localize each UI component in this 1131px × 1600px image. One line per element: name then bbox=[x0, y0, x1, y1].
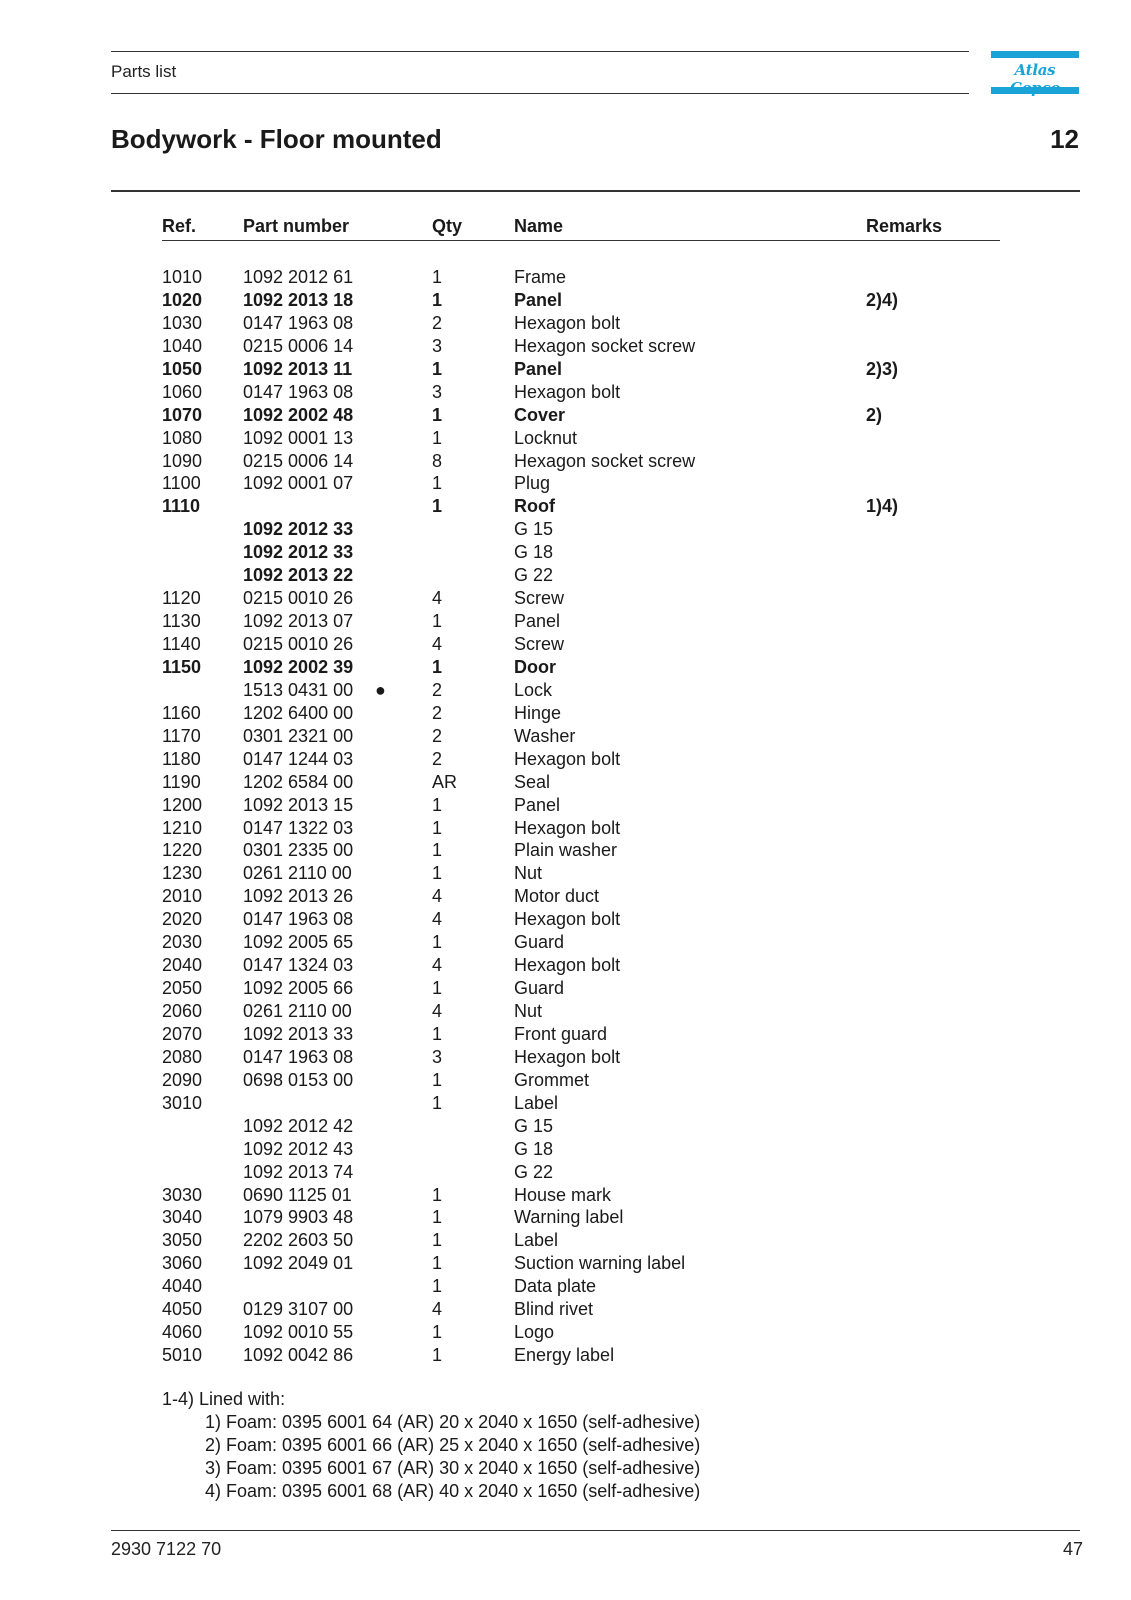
ref-cell: 1060 bbox=[162, 381, 203, 402]
name-cell: Grommet bbox=[514, 1069, 590, 1090]
name-cell: Frame bbox=[514, 267, 567, 287]
part-number-cell: 0215 0010 26 bbox=[243, 588, 354, 609]
table-row bbox=[0, 702, 1131, 725]
part-number-cell: 1092 2012 42 bbox=[243, 1115, 354, 1136]
part-number-cell: 1092 2049 01 bbox=[243, 1253, 354, 1274]
name-cell: Front guard bbox=[514, 1023, 608, 1044]
ref-cell: 1030 bbox=[162, 312, 203, 333]
ref-cell: 3010 bbox=[162, 1092, 203, 1113]
column-header-part-number: Part number bbox=[243, 216, 350, 236]
name-cell: Door bbox=[514, 656, 556, 677]
table-row bbox=[0, 1229, 1131, 1252]
part-number-cell: 0301 2335 00 bbox=[243, 840, 354, 861]
qty-cell: 4 bbox=[432, 909, 443, 930]
name-cell: Nut bbox=[514, 863, 543, 884]
table-row bbox=[0, 679, 1131, 702]
part-number-cell: 0261 2110 00 bbox=[243, 863, 352, 884]
name-cell: Panel bbox=[514, 358, 563, 379]
qty-cell: 3 bbox=[432, 381, 443, 402]
table-row bbox=[0, 656, 1131, 679]
table-row bbox=[0, 266, 1131, 289]
part-number-cell: 1092 2012 33 bbox=[243, 542, 354, 563]
name-cell: Panel bbox=[514, 289, 563, 310]
name-cell: Panel bbox=[514, 794, 561, 815]
qty-cell: 1 bbox=[432, 1023, 443, 1044]
logo-text: Atlas bbox=[1014, 61, 1056, 79]
name-cell: Screw bbox=[514, 588, 565, 609]
name-cell: Logo bbox=[514, 1322, 555, 1343]
part-number-cell: 1092 2012 61 bbox=[243, 267, 354, 287]
part-number-cell: 1092 2012 43 bbox=[243, 1138, 354, 1159]
ref-cell: 5010 bbox=[162, 1345, 203, 1366]
table-row bbox=[0, 862, 1131, 885]
name-cell: Hexagon bolt bbox=[514, 312, 621, 333]
part-number-cell: 1092 0010 55 bbox=[243, 1322, 354, 1343]
ref-cell: 3060 bbox=[162, 1253, 203, 1274]
ref-cell: 3040 bbox=[162, 1207, 203, 1228]
table-row bbox=[0, 633, 1131, 656]
part-number-cell: 0147 1963 08 bbox=[243, 1046, 354, 1067]
qty-cell: 4 bbox=[432, 886, 443, 907]
qty-cell: 1 bbox=[432, 863, 443, 884]
qty-cell: AR bbox=[432, 771, 458, 792]
table-row bbox=[0, 1344, 1131, 1367]
table-row bbox=[0, 1321, 1131, 1344]
qty-cell: 2 bbox=[432, 702, 443, 723]
document-number: 2930 7122 70 bbox=[111, 1539, 222, 1559]
part-number-cell: 1092 2013 07 bbox=[243, 611, 354, 632]
table-row bbox=[0, 931, 1131, 954]
table-row bbox=[0, 587, 1131, 610]
ref-cell: 1020 bbox=[162, 289, 203, 310]
ref-cell: 4040 bbox=[162, 1276, 203, 1297]
name-cell: Locknut bbox=[514, 427, 578, 448]
table-row bbox=[0, 1298, 1131, 1321]
qty-cell: 4 bbox=[432, 588, 443, 609]
qty-cell: 1 bbox=[432, 427, 443, 448]
name-cell: Panel bbox=[514, 611, 561, 632]
qty-cell: 4 bbox=[432, 1001, 443, 1021]
name-cell: Hinge bbox=[514, 702, 562, 723]
atlas-copco-logo bbox=[991, 51, 1079, 94]
qty-cell: 1 bbox=[432, 289, 443, 310]
table-header-rule bbox=[162, 240, 1000, 241]
name-cell: Plain washer bbox=[514, 840, 618, 861]
ref-cell: 4060 bbox=[162, 1322, 203, 1343]
name-cell: G 22 bbox=[514, 1161, 554, 1182]
name-cell: Hexagon bolt bbox=[514, 817, 621, 838]
part-number-cell: 1202 6400 00 bbox=[243, 702, 354, 723]
table-row bbox=[0, 1252, 1131, 1275]
remarks-cell: 1)4) bbox=[866, 496, 899, 517]
name-cell: Guard bbox=[514, 932, 565, 953]
part-number-cell: 1092 2013 26 bbox=[243, 886, 354, 907]
name-cell: G 18 bbox=[514, 542, 554, 563]
name-cell: Warning label bbox=[514, 1207, 624, 1228]
part-number-cell: 1092 2013 33 bbox=[243, 1023, 354, 1044]
ref-cell: 2080 bbox=[162, 1046, 203, 1067]
qty-cell: 1 bbox=[432, 817, 443, 838]
table-row bbox=[0, 817, 1131, 840]
name-cell: Plug bbox=[514, 473, 551, 494]
part-number-cell: 0215 0006 14 bbox=[243, 450, 354, 471]
qty-cell: 1 bbox=[432, 1230, 443, 1251]
column-header-ref: Ref. bbox=[162, 216, 197, 236]
name-cell: G 15 bbox=[514, 1115, 554, 1136]
name-cell: Lock bbox=[514, 679, 553, 700]
part-number-cell: 0147 1324 03 bbox=[243, 955, 354, 976]
table-row bbox=[0, 839, 1131, 862]
qty-cell: 1 bbox=[432, 840, 443, 861]
footnote-intro: 1-4) Lined with: bbox=[162, 1389, 286, 1409]
logo-top-bar bbox=[991, 51, 1079, 58]
ref-cell: 2010 bbox=[162, 886, 203, 907]
column-header-qty: Qty bbox=[432, 216, 463, 236]
remarks-cell: 2) bbox=[866, 404, 883, 425]
qty-cell: 2 bbox=[432, 748, 443, 769]
qty-cell: 8 bbox=[432, 450, 443, 471]
section-number: 12 bbox=[1050, 124, 1079, 154]
ref-cell: 4050 bbox=[162, 1299, 203, 1320]
qty-cell: 1 bbox=[432, 1322, 443, 1343]
name-cell: Hexagon bolt bbox=[514, 381, 621, 402]
part-number-cell: 1092 0001 13 bbox=[243, 427, 354, 448]
footer-rule bbox=[111, 1530, 1080, 1531]
name-cell: Label bbox=[514, 1092, 559, 1113]
column-header-name: Name bbox=[514, 216, 564, 236]
qty-cell: 1 bbox=[432, 656, 443, 677]
qty-cell: 3 bbox=[432, 1046, 443, 1067]
qty-cell: 1 bbox=[432, 496, 443, 517]
page-number: 47 bbox=[1062, 1539, 1083, 1559]
ref-cell: 3050 bbox=[162, 1230, 203, 1251]
part-number-cell: 1092 0001 07 bbox=[243, 473, 354, 494]
part-number-cell: 1513 0431 00 bbox=[243, 679, 354, 700]
table-row bbox=[0, 564, 1131, 587]
qty-cell: 1 bbox=[432, 473, 443, 494]
ref-cell: 1180 bbox=[162, 748, 201, 769]
part-number-cell: 1092 2013 74 bbox=[243, 1161, 354, 1182]
ref-cell: 1200 bbox=[162, 794, 203, 815]
table-row bbox=[0, 977, 1131, 1000]
name-cell: Roof bbox=[514, 496, 555, 517]
name-cell: Label bbox=[514, 1230, 559, 1251]
qty-cell: 4 bbox=[432, 955, 443, 976]
part-number-cell: 0147 1244 03 bbox=[243, 748, 354, 769]
ref-cell: 2040 bbox=[162, 955, 203, 976]
ref-cell: 1010 bbox=[162, 267, 203, 287]
qty-cell: 1 bbox=[432, 978, 443, 999]
ref-cell: 3030 bbox=[162, 1184, 203, 1205]
qty-cell: 1 bbox=[432, 1276, 443, 1297]
qty-cell: 1 bbox=[432, 1253, 443, 1274]
table-row bbox=[0, 1069, 1131, 1092]
part-number-cell: 1092 2002 39 bbox=[243, 656, 354, 677]
table-row bbox=[0, 771, 1131, 794]
name-cell: Blind rivet bbox=[514, 1299, 594, 1320]
qty-cell: 1 bbox=[432, 267, 443, 287]
qty-cell: 1 bbox=[432, 1207, 443, 1228]
header-top-rule bbox=[111, 51, 969, 52]
ref-cell: 1110 bbox=[162, 496, 201, 517]
table-row bbox=[0, 381, 1131, 404]
table-row bbox=[0, 1000, 1131, 1023]
name-cell: Suction warning label bbox=[514, 1253, 686, 1274]
ref-cell: 1040 bbox=[162, 335, 203, 356]
ref-cell: 2090 bbox=[162, 1069, 203, 1090]
qty-cell: 2 bbox=[432, 312, 443, 333]
name-cell: Cover bbox=[514, 404, 566, 425]
part-number-cell: 0301 2321 00 bbox=[243, 725, 354, 746]
remarks-cell: 2)4) bbox=[866, 289, 899, 310]
ref-cell: 1170 bbox=[162, 725, 201, 746]
name-cell: House mark bbox=[514, 1184, 612, 1205]
table-row bbox=[0, 885, 1131, 908]
name-cell: Hexagon bolt bbox=[514, 1046, 621, 1067]
part-number-cell: 1079 9903 48 bbox=[243, 1207, 354, 1228]
part-number-cell: 0147 1963 08 bbox=[243, 312, 354, 333]
part-number-cell: 0261 2110 00 bbox=[243, 1001, 352, 1021]
qty-cell: 4 bbox=[432, 634, 443, 654]
table-row bbox=[0, 404, 1131, 427]
qty-cell: 4 bbox=[432, 1299, 443, 1320]
ref-cell: 2030 bbox=[162, 932, 203, 953]
table-row bbox=[0, 954, 1131, 977]
part-number-cell: 1092 2013 22 bbox=[243, 565, 354, 586]
part-number-cell: 1092 2005 66 bbox=[243, 978, 354, 999]
table-row bbox=[0, 1115, 1131, 1138]
part-number-cell: 0215 0010 26 bbox=[243, 634, 354, 654]
ref-cell: 1220 bbox=[162, 840, 203, 861]
name-cell: G 18 bbox=[514, 1138, 554, 1159]
ref-cell: 1150 bbox=[162, 656, 202, 677]
qty-cell: 1 bbox=[432, 404, 443, 425]
table-row bbox=[0, 450, 1131, 473]
name-cell: Hexagon bolt bbox=[514, 748, 621, 769]
footnote-item: 4) Foam: 0395 6001 68 (AR) 40 x 2040 x 1650 (self-adhesive) bbox=[205, 1480, 701, 1501]
table-row bbox=[0, 335, 1131, 358]
ref-cell: 1050 bbox=[162, 358, 203, 379]
name-cell: Hexagon socket screw bbox=[514, 450, 696, 471]
qty-cell: 2 bbox=[432, 725, 443, 746]
part-number-cell: 1092 2013 18 bbox=[243, 289, 354, 310]
table-row bbox=[0, 312, 1131, 335]
ref-cell: 2070 bbox=[162, 1023, 203, 1044]
name-cell: Screw bbox=[514, 634, 565, 654]
qty-cell: 1 bbox=[432, 1092, 443, 1113]
qty-cell: 1 bbox=[432, 794, 443, 815]
table-row bbox=[0, 427, 1131, 450]
ref-cell: 1130 bbox=[162, 611, 201, 632]
qty-cell: 1 bbox=[432, 358, 443, 379]
ref-cell: 1140 bbox=[162, 634, 201, 654]
footnote-item: 1) Foam: 0395 6001 64 (AR) 20 x 2040 x 1650 (self-adhesive) bbox=[205, 1411, 701, 1432]
qty-cell: 1 bbox=[432, 611, 443, 632]
footnote-item: 2) Foam: 0395 6001 66 (AR) 25 x 2040 x 1650 (self-adhesive) bbox=[205, 1434, 701, 1455]
ref-cell: 2060 bbox=[162, 1001, 203, 1021]
part-number-cell: 1202 6584 00 bbox=[243, 771, 354, 792]
part-number-cell: 1092 2013 11 bbox=[243, 358, 353, 379]
part-number-cell: 1092 0042 86 bbox=[243, 1345, 354, 1366]
table-row bbox=[0, 358, 1131, 381]
part-number-cell: 2202 2603 50 bbox=[243, 1230, 354, 1251]
table-row bbox=[0, 725, 1131, 748]
ref-cell: 1210 bbox=[162, 817, 203, 838]
part-number-cell: 0147 1322 03 bbox=[243, 817, 354, 838]
qty-cell: 1 bbox=[432, 1345, 443, 1366]
ref-cell: 1160 bbox=[162, 702, 201, 723]
table-row bbox=[0, 1206, 1131, 1229]
part-number-cell: 1092 2013 15 bbox=[243, 794, 354, 815]
table-row bbox=[0, 289, 1131, 312]
name-cell: Motor duct bbox=[514, 886, 600, 907]
ref-cell: 1100 bbox=[162, 473, 201, 494]
table-row bbox=[0, 1046, 1131, 1069]
ref-cell: 1190 bbox=[162, 771, 201, 792]
qty-cell: 1 bbox=[432, 1184, 443, 1205]
name-cell: Hexagon bolt bbox=[514, 909, 621, 930]
qty-cell: 1 bbox=[432, 932, 443, 953]
name-cell: G 22 bbox=[514, 565, 554, 586]
bullet-marker: ● bbox=[375, 679, 386, 700]
name-cell: Nut bbox=[514, 1001, 543, 1021]
ref-cell: 1070 bbox=[162, 404, 203, 425]
table-row bbox=[0, 1092, 1131, 1115]
qty-cell: 3 bbox=[432, 335, 443, 356]
table-row bbox=[0, 1275, 1131, 1298]
column-header-remarks: Remarks bbox=[866, 216, 943, 236]
part-number-cell: 1092 2005 65 bbox=[243, 932, 354, 953]
part-number-cell: 0129 3107 00 bbox=[243, 1299, 354, 1320]
header-title: Parts list bbox=[111, 62, 177, 81]
part-number-cell: 0147 1963 08 bbox=[243, 909, 354, 930]
table-row bbox=[0, 1023, 1131, 1046]
remarks-cell: 2)3) bbox=[866, 358, 899, 379]
name-cell: Seal bbox=[514, 771, 551, 792]
ref-cell: 1120 bbox=[162, 588, 201, 609]
table-row bbox=[0, 541, 1131, 564]
part-number-cell: 0690 1125 01 bbox=[243, 1184, 352, 1205]
table-row bbox=[0, 748, 1131, 771]
qty-cell: 1 bbox=[432, 1069, 443, 1090]
name-cell: Hexagon bolt bbox=[514, 955, 621, 976]
part-number-cell: 1092 2002 48 bbox=[243, 404, 354, 425]
name-cell: G 15 bbox=[514, 519, 554, 540]
name-cell: Hexagon socket screw bbox=[514, 335, 696, 356]
part-number-cell: 1092 2012 33 bbox=[243, 519, 354, 540]
name-cell: Guard bbox=[514, 978, 565, 999]
footnotes bbox=[162, 1388, 700, 1503]
ref-cell: 1230 bbox=[162, 863, 203, 884]
table-row bbox=[0, 610, 1131, 633]
part-number-cell: 0147 1963 08 bbox=[243, 381, 354, 402]
table-row bbox=[0, 908, 1131, 931]
table-row bbox=[0, 518, 1131, 541]
parts-table bbox=[0, 266, 1131, 1367]
title-rule bbox=[111, 190, 1080, 192]
ref-cell: 1090 bbox=[162, 450, 203, 471]
footnote-item: 3) Foam: 0395 6001 67 (AR) 30 x 2040 x 1650 (self-adhesive) bbox=[205, 1457, 701, 1478]
table-row bbox=[0, 472, 1131, 495]
ref-cell: 1080 bbox=[162, 427, 203, 448]
name-cell: Energy label bbox=[514, 1345, 615, 1366]
table-row bbox=[0, 495, 1131, 518]
table-row bbox=[0, 1184, 1131, 1207]
ref-cell: 2020 bbox=[162, 909, 203, 930]
qty-cell: 2 bbox=[432, 679, 443, 700]
header-bottom-rule bbox=[111, 93, 969, 94]
section-title: Bodywork - Floor mounted bbox=[111, 124, 442, 154]
part-number-cell: 0698 0153 00 bbox=[243, 1069, 354, 1090]
table-row bbox=[0, 1161, 1131, 1184]
table-row bbox=[0, 794, 1131, 817]
name-cell: Washer bbox=[514, 725, 576, 746]
logo-bottom-bar bbox=[991, 87, 1079, 94]
table-row bbox=[0, 1138, 1131, 1161]
ref-cell: 2050 bbox=[162, 978, 203, 999]
name-cell: Data plate bbox=[514, 1276, 597, 1297]
part-number-cell: 0215 0006 14 bbox=[243, 335, 354, 356]
